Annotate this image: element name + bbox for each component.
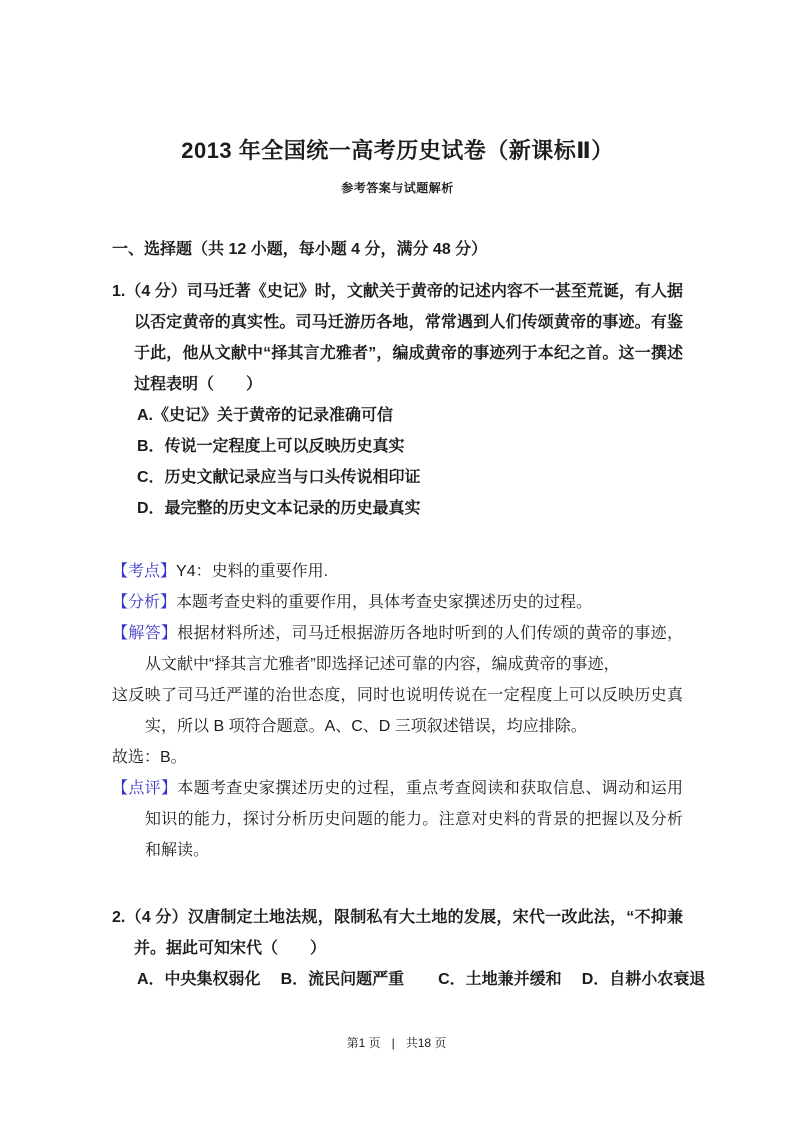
page-subtitle: 参考答案与试题解析: [341, 181, 454, 196]
question-2-stem: [112, 902, 683, 964]
question-2-option-c: C．土地兼并缓和: [438, 970, 562, 988]
question-1-options: [112, 400, 683, 524]
question-1: [112, 276, 683, 524]
analysis-kaodian-line: [112, 556, 683, 587]
question-2-stem-text: 汉唐制定土地法规，限制私有大土地的发展，宋代一改此法，“不抑兼并。据此可知宋代（ ）: [134, 908, 683, 957]
question-2-option-d: D．自耕小农衰退: [581, 970, 706, 988]
question-2-options: [112, 964, 706, 995]
question-1-option-b: B．传说一定程度上可以反映历史真实: [137, 437, 405, 455]
answer-line: [112, 742, 683, 773]
question-2: [112, 902, 706, 995]
question-2-option-b: B．流民问题严重: [280, 970, 405, 988]
footer-total-pages: 共18 页: [405, 1036, 447, 1050]
question-1-option-a: A.《史记》关于黄帝的记录准确可信: [137, 406, 394, 424]
footer-separator: |: [391, 1036, 395, 1050]
question-1-number: 1.（4 分）: [112, 282, 187, 300]
fenxi-text: 本题考查史料的重要作用，具体考查史家撰述历史的过程。: [176, 593, 593, 611]
analysis-jieda-line: [112, 618, 683, 680]
question-2-number: 2.（4 分）: [112, 908, 188, 926]
fenxi-label: 【分析】: [112, 593, 177, 611]
kaodian-label: 【考点】: [112, 562, 177, 580]
section-heading: 一、选择题（共 12 小题，每小题 4 分，满分 48 分）: [112, 241, 488, 259]
dianping-label: 【点评】: [112, 779, 178, 797]
jieda-text: 根据材料所述，司马迁根据游历各地时听到的人们传颂的黄帝的事迹，从文献中“择其言尤雅者”即选择记述可靠的内容，编成黄帝的事迹，: [145, 624, 683, 673]
question-1-option-d: D．最完整的历史文本记录的历史最真实: [137, 499, 421, 517]
question-1-stem-text: 司马迁著《史记》时，文献关于黄帝的记述内容不一甚至荒诞，有人据以否定黄帝的真实性。司马迁游历各地，常常遇到人们传颂黄帝的事迹。有鉴于此，他从文献中“择其言尤雅者”，编成黄帝的事迹列于本纪之首。这一撰述过程表明（ ）: [134, 282, 683, 393]
jieda-label: 【解答】: [112, 624, 178, 642]
question-1-stem: [112, 276, 683, 400]
answer-text: 故选：B。: [112, 748, 187, 766]
dianping-text: 本题考查史家撰述历史的过程，重点考查阅读和获取信息、调动和运用知识的能力，探讨分析历史问题的能力。注意对史料的背景的把握以及分析和解读。: [145, 779, 683, 859]
conclusion-text: 这反映了司马迁严谨的治世态度，同时也说明传说在一定程度上可以反映历史真实，所以 B 项符合题意。A、C、D 三项叙述错误，均应排除。: [112, 686, 683, 735]
analysis-fenxi-line: [112, 587, 683, 618]
footer-current-page: 第1 页: [346, 1036, 381, 1050]
question-1-option-c: C．历史文献记录应当与口头传说相印证: [137, 468, 421, 486]
analysis-conclusion-line: [112, 680, 683, 742]
question-2-option-a: A．中央集权弱化: [137, 970, 261, 988]
question-1-analysis: [112, 556, 683, 866]
kaodian-text: Y4：史料的重要作用.: [176, 562, 329, 580]
page-footer: [0, 1034, 793, 1051]
analysis-dianping-line: [112, 773, 683, 866]
page-title: 2013 年全国统一高考历史试卷（新课标Ⅱ）: [181, 138, 614, 163]
